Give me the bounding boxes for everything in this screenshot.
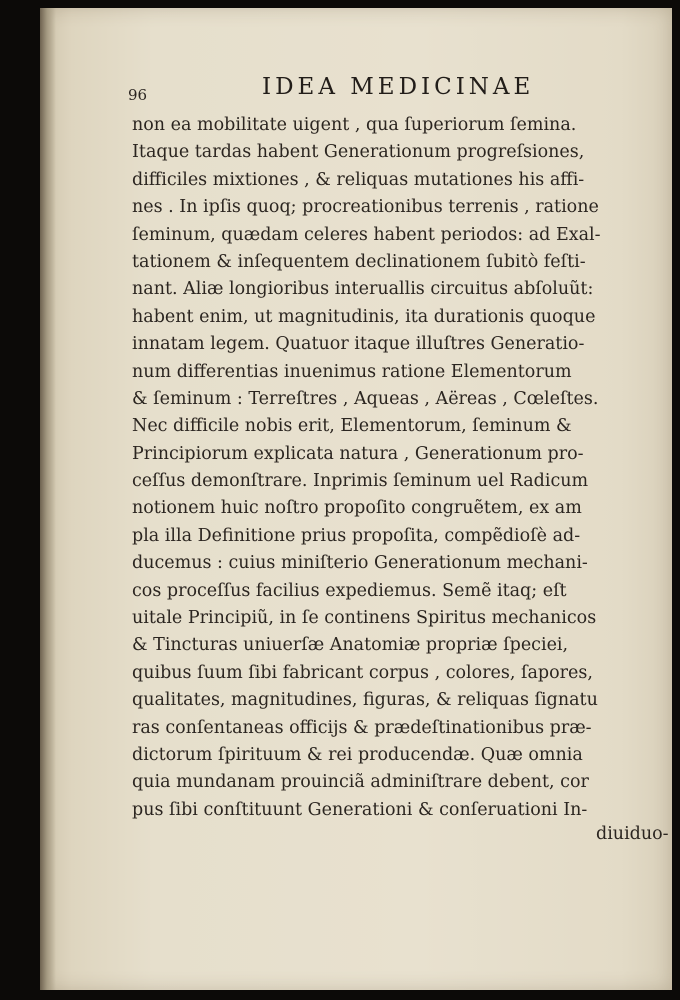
text-line: ſeminum, quædam celeres habent periodos: ad Exal- xyxy=(132,224,601,245)
running-head: IDEA MEDICINAE xyxy=(262,74,535,100)
text-line: quibus ſuum ſibi fabricant corpus , colores, ſapores, xyxy=(132,662,593,683)
text-line: Principiorum explicata natura , Generationum pro- xyxy=(132,443,584,464)
text-line: quia mundanam prouinciã adminiſtrare debent, cor xyxy=(132,772,589,793)
text-line: innatam legem. Quatuor itaque illuſtres Generatio- xyxy=(132,334,585,355)
text-line: Nec difficile nobis erit, Elementorum, ſeminum & xyxy=(132,416,572,437)
text-line: uitale Principiũ, in ſe continens Spiritus mechanicos xyxy=(132,608,597,629)
text-line: cos proceſſus facilius expediemus. Semẽ itaq; eſt xyxy=(132,580,567,601)
text-line: habent enim, ut magnitudinis, ita durationis quoque xyxy=(132,306,596,327)
text-line: tationem & inſequentem declinationem ſubitò feſti- xyxy=(132,251,586,272)
text-line: non ea mobilitate uigent , qua ſuperiorum ſemina. xyxy=(132,115,577,135)
text-line: pla illa Definitione prius propoſita, compẽdioſè ad- xyxy=(132,525,581,546)
text-line: nant. Aliæ longioribus interuallis circuitus abſoluũt: xyxy=(132,279,594,300)
text-line: pus ſibi conſtituunt Generationi & conſeruationi In- xyxy=(132,799,588,820)
text-line: Itaque tardas habent Generationum progreſsiones, xyxy=(132,142,585,163)
text-line: num differentias inuenimus ratione Elementorum xyxy=(132,361,572,382)
text-line: & ſeminum : Terreſtres , Aqueas , Aëreas , Cœleſtes. xyxy=(132,388,599,409)
text-line: notionem huic noſtro propoſito congruẽtem, ex am xyxy=(132,498,582,519)
body-text xyxy=(132,112,662,824)
text-line: nes . In ipſis quoq; procreationibus terrenis , ratione xyxy=(132,197,599,218)
text-line: ras conſentaneas officijs & prædeſtinationibus præ- xyxy=(132,717,592,738)
page-gutter-shadow xyxy=(40,8,56,990)
page-number: 96 xyxy=(128,86,148,104)
text-line: qualitates, magnitudines, figuras, & reliquas ſignatu xyxy=(132,690,598,711)
catchword: diuiduo- xyxy=(596,824,669,844)
text-line: ducemus : cuius miniſterio Generationum mechani- xyxy=(132,553,588,574)
text-line: dictorum ſpirituum & rei producendæ. Quæ omnia xyxy=(132,744,583,765)
text-line: difficiles mixtiones , & reliquas mutationes his affi- xyxy=(132,169,585,190)
text-line: ceſſus demonſtrare. Inprimis ſeminum uel Radicum xyxy=(132,471,589,492)
text-line: & Tincturas uniuerſæ Anatomiæ propriæ ſpeciei, xyxy=(132,635,569,656)
